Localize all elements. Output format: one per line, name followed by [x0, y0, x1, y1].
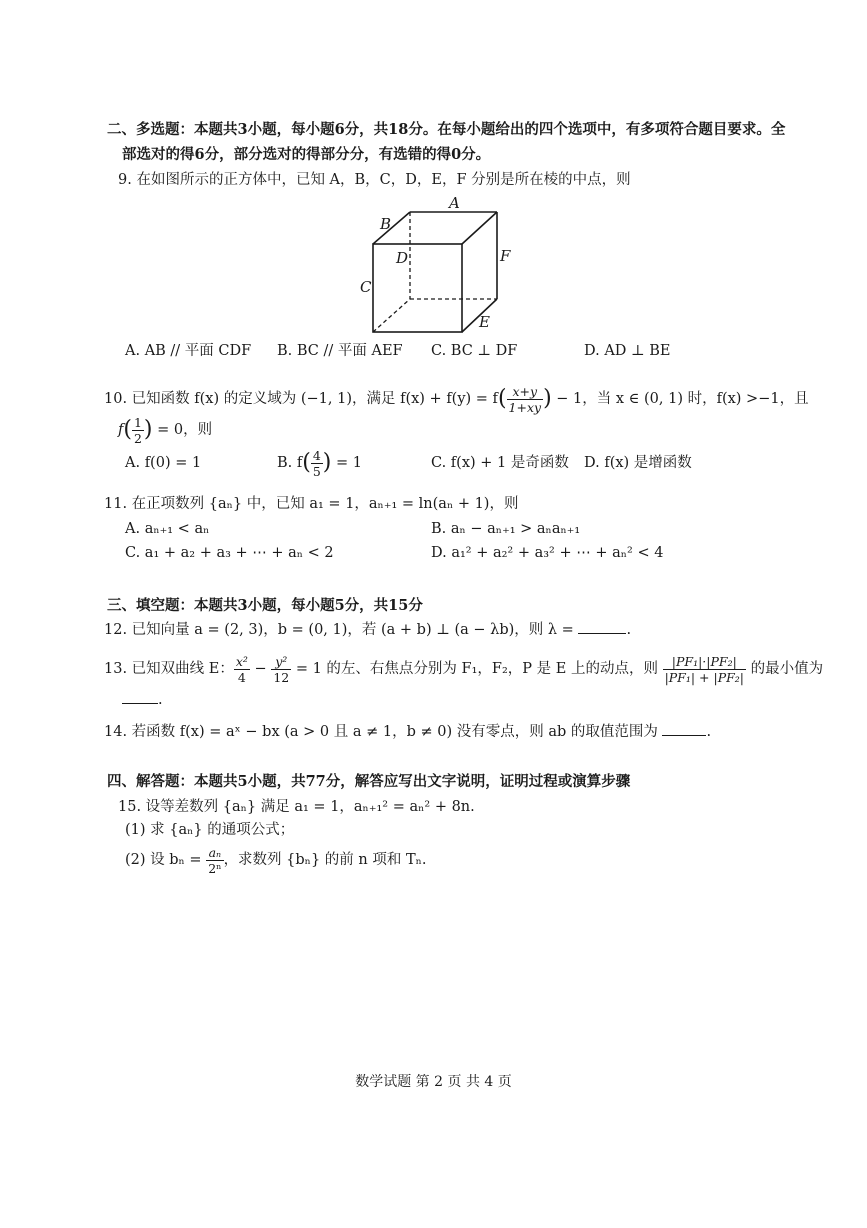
q10-paren-open: (	[497, 386, 507, 411]
q13-stem-line1	[104, 650, 823, 688]
q11-stem: 11. 在正项数列 {aₙ} 中，已知 a₁ = 1，aₙ₊₁ = ln(aₙ + 1)，则	[104, 496, 519, 512]
q10-option-d: D. f(x) 是增函数	[584, 455, 692, 471]
q13-x-num: x²	[235, 653, 248, 669]
cube-label-e: E	[479, 313, 490, 331]
q10-stem-line2	[118, 413, 212, 447]
cube-label-c: C	[360, 278, 372, 296]
q9-stem: 9. 在如图所示的正方体中，已知 A，B，C，D，E，F 分别是所在棱的中点，则	[118, 172, 631, 188]
q13-text-part2: = 1 的左、右焦点分别为 F₁，F₂，P 是 E 上的动点，则	[295, 661, 658, 677]
q10-option-c: C. f(x) + 1 是奇函数	[431, 455, 569, 471]
q10-option-a: A. f(0) = 1	[125, 455, 202, 471]
cube-hidden-edge	[373, 299, 410, 332]
q15-stem: 15. 设等差数列 {aₙ} 满足 a₁ = 1，aₙ₊₁² = aₙ² + 8n.	[118, 799, 475, 815]
q9-option-c: C. BC ⊥ DF	[431, 343, 518, 359]
cube-label-a: A	[449, 194, 460, 212]
page-footer: 数学试题 第 2 页 共 4 页	[355, 1074, 512, 1090]
q10-stem-part1: 10. 已知函数 f(x) 的定义域为 (−1, 1)，满足 f(x) + f(y) = f	[104, 391, 498, 407]
q13-y-fraction	[271, 654, 291, 685]
q15-part2-text1: (2) 设 bₙ =	[125, 852, 202, 868]
q10-optb-fraction	[311, 448, 323, 479]
q10-paren2-close: )	[143, 417, 153, 442]
q10-half-num: 1	[133, 414, 142, 430]
q14-stem	[104, 722, 711, 742]
q12-period: .	[626, 622, 632, 638]
q10-option-b-part2: = 1	[336, 455, 362, 471]
q15-part2	[125, 842, 427, 878]
q12-stem	[104, 620, 631, 640]
section3-header: 三、填空题：本题共3小题，每小题5分，共15分	[107, 597, 423, 614]
q10-stem-part2: − 1，当 x ∈ (0, 1) 时，f(x) >−1，且	[556, 391, 809, 407]
q13-y-num: y²	[271, 654, 291, 670]
cube-front-face	[373, 244, 462, 332]
q13-answer-blank[interactable]	[122, 703, 158, 704]
q11-option-b: B. aₙ − aₙ₊₁ > aₙaₙ₊₁	[431, 521, 581, 537]
cube-label-b: B	[380, 215, 392, 233]
cube-label-d: D	[396, 249, 409, 267]
q13-pf-num: |PF₁|·|PF₂|	[663, 654, 746, 670]
q14-answer-blank[interactable]	[662, 735, 706, 736]
q10-paren2-open: (	[123, 417, 132, 442]
q13-text-part3: 的最小值为	[750, 661, 824, 677]
q13-x-den: 4	[237, 669, 246, 685]
q10-optb-num: 4	[312, 447, 321, 463]
q12-text: 12. 已知向量 a = (2, 3)，b = (0, 1)，若 (a + b) ⊥ (a − λb)，则 λ =	[104, 622, 574, 638]
q15-part2-text2: ，求数列 {bₙ} 的前 n 项和 Tₙ.	[223, 852, 427, 868]
q10-optb-paren-open: (	[302, 450, 311, 475]
q9-option-d: D. AD ⊥ BE	[584, 343, 671, 359]
section4-header: 四、解答题：本题共5小题，共77分，解答应写出文字说明，证明过程或演算步骤	[107, 773, 631, 790]
cube-label-f: F	[500, 247, 511, 265]
q12-answer-blank[interactable]	[578, 633, 626, 634]
q10-frac-den: 1+xy	[508, 399, 542, 415]
q10-optb-paren-close: )	[322, 450, 332, 475]
q10-stem-line2-rest: = 0，则	[157, 422, 213, 438]
q10-frac-num: x+y	[507, 384, 544, 400]
cube-edge	[373, 212, 410, 244]
q14-period: .	[706, 724, 712, 740]
q13-stem-line2	[122, 690, 163, 710]
q10-half-fraction	[132, 415, 144, 446]
q11-option-a: A. aₙ₊₁ < aₙ	[125, 521, 210, 537]
q9-option-a: A. AB // 平面 CDF	[125, 343, 252, 359]
q15-part1: (1) 求 {aₙ} 的通项公式；	[125, 822, 295, 838]
q13-y-den: 12	[273, 669, 290, 685]
q10-f-symbol: f	[118, 422, 124, 438]
q13-x-fraction	[234, 654, 250, 685]
q10-paren-close: )	[543, 386, 552, 411]
q10-optb-den: 5	[312, 463, 321, 479]
q13-text-part1: 13. 已知双曲线 E：	[104, 661, 234, 677]
q11-option-c: C. a₁ + a₂ + a₃ + ⋯ + aₙ < 2	[125, 545, 334, 561]
q10-half-den: 2	[133, 430, 142, 446]
q15-bn-fraction	[206, 845, 223, 876]
q13-minus: −	[254, 661, 267, 677]
q9-option-b: B. BC // 平面 AEF	[277, 343, 403, 359]
section2-header-line2: 部选对的得6分，部分选对的得部分分，有选错的得0分。	[122, 146, 491, 163]
cube-edge	[462, 212, 497, 244]
q13-pf-den: |PF₁| + |PF₂|	[664, 669, 745, 685]
section2-header-line1: 二、多选题：本题共3小题，每小题6分，共18分。在每小题给出的四个选项中，有多项符合题目要求。全	[107, 121, 786, 138]
q15-bn-den: 2ⁿ	[208, 860, 222, 876]
q14-text: 14. 若函数 f(x) = aˣ − bx (a > 0 且 a ≠ 1，b ≠ 0) 没有零点，则 ab 的取值范围为	[104, 724, 658, 740]
q13-period: .	[158, 692, 163, 708]
q11-option-d: D. a₁² + a₂² + a₃² + ⋯ + aₙ² < 4	[431, 545, 664, 561]
q15-bn-num: aₙ	[206, 845, 223, 861]
q10-option-b-part1: B. f	[277, 455, 303, 471]
q10-option-b	[277, 446, 362, 480]
q10-fraction	[507, 384, 544, 415]
q10-stem-line1	[104, 382, 809, 416]
q13-pf-fraction	[663, 654, 746, 685]
